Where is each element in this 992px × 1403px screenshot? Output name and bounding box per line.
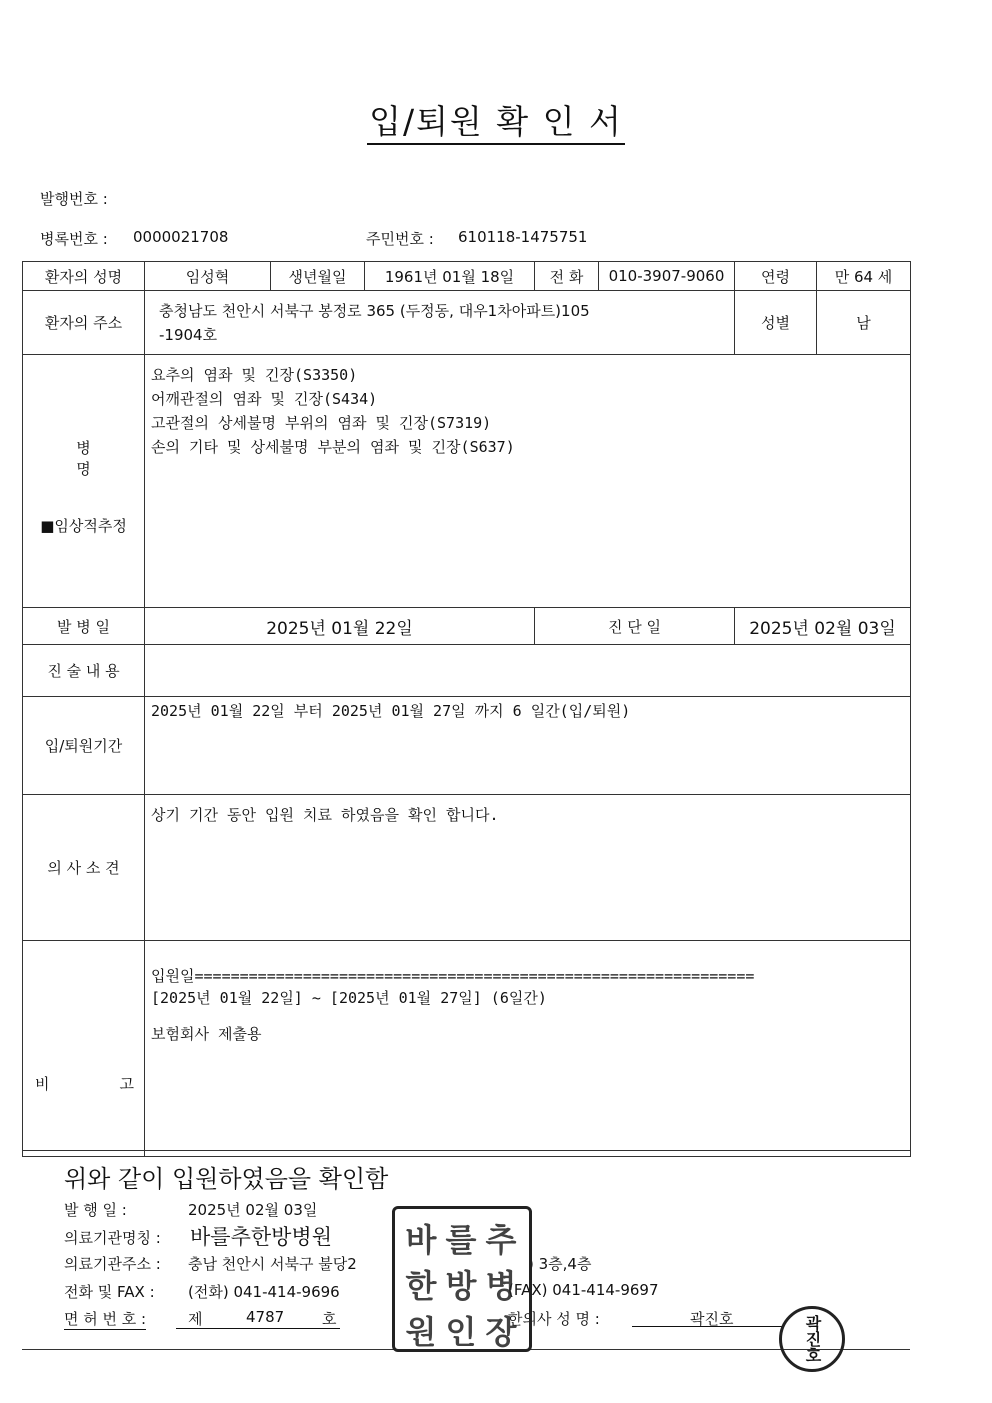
age-value: 만 64 세 — [817, 262, 911, 291]
issue-number-label: 발행번호 : — [40, 190, 108, 208]
resident-number-value: 610118-1475751 — [458, 228, 588, 246]
resident-number-label: 주민번호 : — [366, 230, 434, 248]
tel-fax-label: 전화 및 FAX : — [64, 1283, 155, 1301]
diagnosis-label-cell — [23, 355, 145, 608]
record-number-label: 병록번호 : — [40, 230, 108, 248]
address-line-1: 충청남도 천안시 서북구 봉정로 365 (두정동, 대우1차아파트)105 — [159, 301, 590, 320]
stamp-char: 한 — [405, 1267, 437, 1305]
remarks-label-2: 고 — [119, 1075, 134, 1093]
birth-date-label: 생년월일 — [271, 262, 365, 291]
diagnosis-item: 요추의 염좌 및 긴장(S3350) — [151, 366, 358, 384]
license-suffix: 호 — [322, 1310, 337, 1328]
remarks-label-cell — [23, 941, 145, 1157]
doctor-name-label: 한의사 성 명 : — [508, 1310, 600, 1328]
onset-date-value: 2025년 01월 22일 — [145, 608, 535, 645]
onset-date-label: 발 병 일 — [23, 608, 145, 645]
stamp-char: 원 — [405, 1313, 437, 1351]
stamp-char: 를 — [445, 1221, 477, 1259]
doctor-seal: 곽진호 — [779, 1306, 845, 1372]
institution-address-value: 충남 천안시 서북구 불당2 — [188, 1255, 357, 1273]
remarks-label-1: 비 — [35, 1075, 50, 1093]
patient-name-label: 환자의 성명 — [23, 262, 145, 291]
remarks-line-1: 입원일============================================================== — [151, 967, 755, 985]
opinion-value: 상기 기간 동안 입원 치료 하였음을 확인 합니다. — [145, 795, 911, 941]
birth-date-value: 1961년 01월 18일 — [365, 262, 535, 291]
patient-name-value: 임성혁 — [145, 262, 271, 291]
institution-address-label: 의료기관주소 : — [64, 1255, 161, 1273]
diagnosis-date-label: 진 단 일 — [535, 608, 735, 645]
statement-value — [145, 645, 911, 697]
license-prefix: 제 — [188, 1310, 203, 1328]
document-title: 입/퇴원 확 인 서 — [0, 96, 992, 143]
license-number: 4787 — [246, 1308, 285, 1326]
confirmation-statement: 위와 같이 입원하였음을 확인함 — [64, 1165, 389, 1193]
age-label: 연령 — [735, 262, 817, 291]
institution-label: 의료기관명칭 : — [64, 1229, 161, 1247]
stamp-char: 바 — [405, 1221, 437, 1259]
address-label: 환자의 주소 — [23, 291, 145, 355]
stamp-char: 장 — [485, 1313, 517, 1351]
remarks-content — [145, 941, 911, 1157]
phone-label: 전 화 — [535, 262, 599, 291]
diagnosis-item: 고관절의 상세불명 부위의 염좌 및 긴장(S7319) — [151, 414, 492, 432]
stamp-char: 방 — [445, 1267, 477, 1305]
stamp-char: 추 — [485, 1221, 517, 1259]
institution-value: 바를추한방병원 — [190, 1225, 333, 1249]
statement-label: 진 술 내 용 — [23, 645, 145, 697]
stamp-char: 인 — [445, 1313, 477, 1351]
sex-value: 남 — [817, 291, 911, 355]
address-line-2: -1904호 — [159, 325, 218, 344]
diagnosis-sublabel: ■임상적추정 — [40, 516, 127, 535]
institution-address-tail: ) 3층,4층 — [528, 1255, 592, 1273]
confirmation-table — [22, 261, 911, 1157]
opinion-label: 의 사 소 견 — [23, 795, 145, 941]
diagnosis-date-value: 2025년 02월 03일 — [735, 608, 911, 645]
diagnosis-label: 병 명 — [76, 438, 111, 478]
issue-date-value: 2025년 02월 03일 — [188, 1201, 318, 1219]
remarks-line-2: [2025년 01월 22일] ~ [2025년 01월 27일] (6일간) — [151, 989, 547, 1007]
period-label: 입/퇴원기간 — [23, 697, 145, 795]
record-number-value: 0000021708 — [133, 228, 229, 246]
diagnosis-item: 손의 기타 및 상세불명 부분의 염좌 및 긴장(S637) — [151, 438, 515, 456]
doctor-name-value: 곽진호 — [690, 1310, 734, 1328]
phone-value: 010-3907-9060 — [599, 262, 735, 291]
diagnosis-list — [145, 355, 911, 608]
diagnosis-item: 어깨관절의 염좌 및 긴장(S434) — [151, 390, 378, 408]
fax-value: (FAX) 041-414-9697 — [508, 1281, 659, 1299]
remarks-line-3: 보험회사 제출용 — [151, 1025, 262, 1043]
stamp-char: 병 — [485, 1267, 517, 1305]
address-value — [145, 291, 735, 355]
sex-label: 성별 — [735, 291, 817, 355]
issue-date-label: 발 행 일 : — [64, 1201, 127, 1219]
hospital-seal-stamp — [392, 1206, 532, 1352]
period-value: 2025년 01월 22일 부터 2025년 01월 27일 까지 6 일간(입/퇴원) — [145, 697, 911, 795]
license-label: 면 허 번 호 : — [64, 1310, 147, 1328]
tel-value: (전화) 041-414-9696 — [188, 1283, 340, 1301]
